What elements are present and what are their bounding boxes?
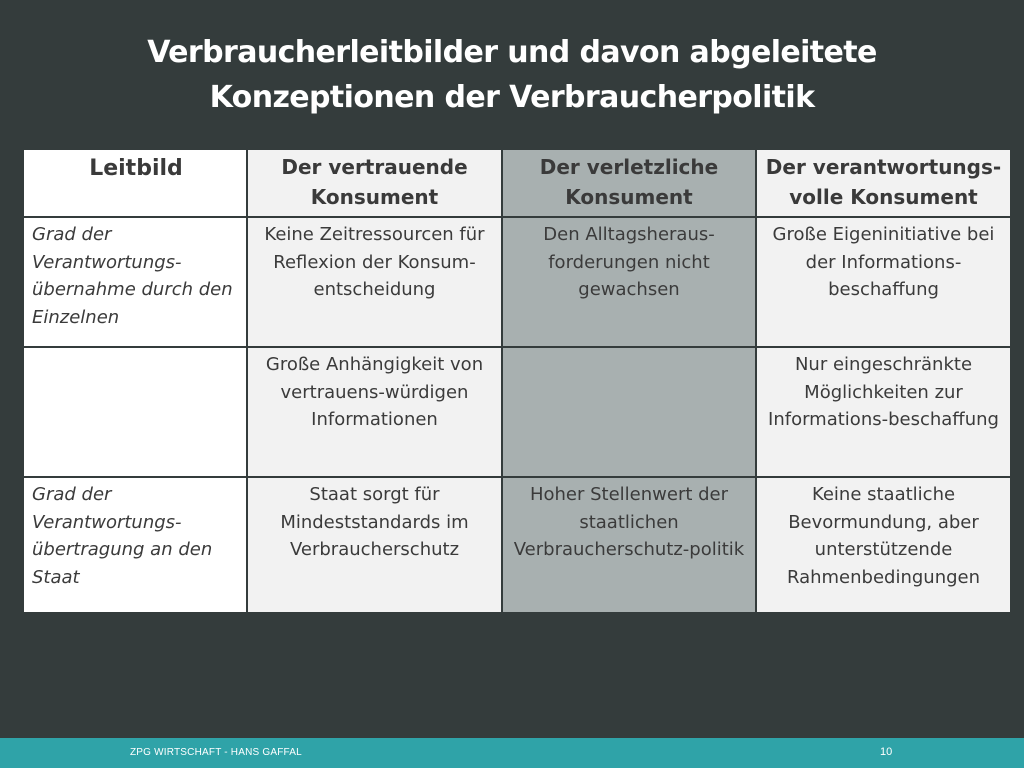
header-vertrauend: Der vertrauende Konsument: [247, 149, 502, 217]
table-header-row: [23, 149, 1011, 217]
footer-bar: [0, 738, 1024, 768]
row-3-leitbild: Grad der Verantwortungs-übertragung an den Staat: [23, 477, 247, 613]
row-2-verletzlich: [502, 347, 756, 477]
row-3-verletzlich: Hoher Stellenwert der staatlichen Verbraucherschutz-politik: [502, 477, 756, 613]
comparison-table: [22, 148, 1012, 614]
slide-title: [60, 30, 964, 120]
row-2-verantwortungsvoll: Nur eingeschränkte Möglichkeiten zur Informations-beschaffung: [756, 347, 1011, 477]
row-1-verletzlich: Den Alltagsheraus-forderungen nicht gewachsen: [502, 217, 756, 347]
footer-text: ZPG WIRTSCHAFT - HANS GAFFAL: [130, 747, 302, 758]
row-2-leitbild: [23, 347, 247, 477]
slide-title-line-1: Verbraucherleitbilder und davon abgeleitete: [147, 35, 877, 70]
header-verletzlich: Der verletzliche Konsument: [502, 149, 756, 217]
row-3-vertrauend: Staat sorgt für Mindeststandards im Verbraucherschutz: [247, 477, 502, 613]
header-verantwortungsvoll: Der verantwortungs-volle Konsument: [756, 149, 1011, 217]
header-leitbild: Leitbild: [23, 149, 247, 217]
row-1-verantwortungsvoll: Große Eigeninitiative bei der Informations-beschaffung: [756, 217, 1011, 347]
row-2-vertrauend: Große Anhängigkeit von vertrauens-würdigen Informationen: [247, 347, 502, 477]
page-number: 10: [880, 746, 893, 758]
row-1-vertrauend: Keine Zeitressourcen für Reflexion der Konsum-entscheidung: [247, 217, 502, 347]
table-row: [23, 477, 1011, 613]
table-row: [23, 347, 1011, 477]
row-3-verantwortungsvoll: Keine staatliche Bevormundung, aber unterstützende Rahmenbedingungen: [756, 477, 1011, 613]
row-1-leitbild: Grad der Verantwortungs-übernahme durch den Einzelnen: [23, 217, 247, 347]
table-row: [23, 217, 1011, 347]
slide-title-line-2: Konzeptionen der Verbraucherpolitik: [209, 80, 815, 115]
